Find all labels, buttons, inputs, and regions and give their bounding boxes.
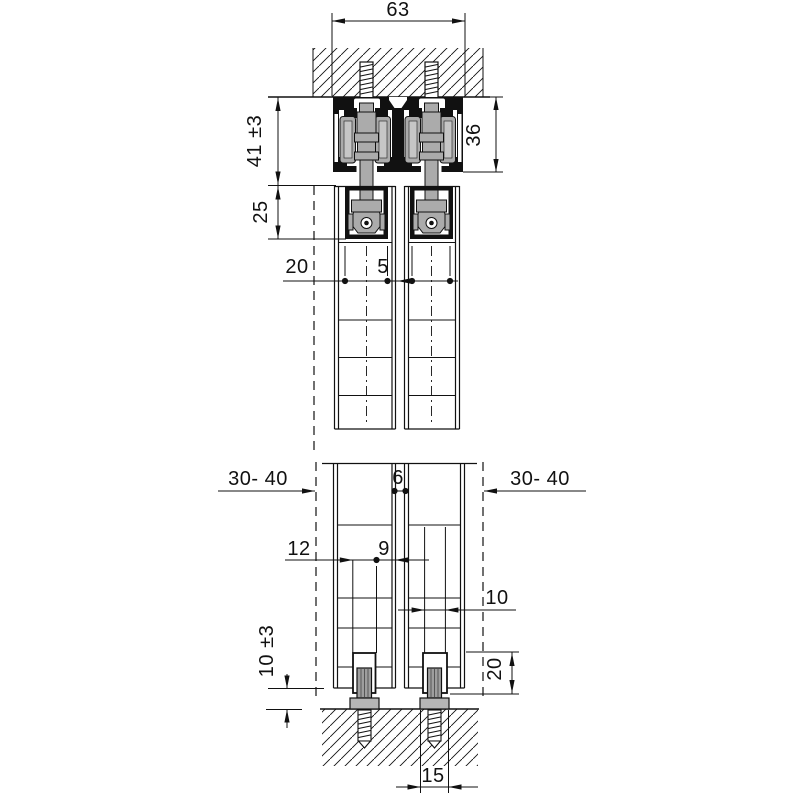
roller-carriage-left <box>340 103 391 200</box>
dim-label-floor-clearance: 10 ±3 <box>256 624 278 678</box>
ceiling-hatch <box>313 48 483 97</box>
hanger-housing-right <box>410 186 453 239</box>
ceiling-screw-right <box>425 62 438 98</box>
dim-label-track-width: 63 <box>386 0 410 21</box>
dim-groove-width <box>398 587 516 613</box>
dim-label-hanger-recess: 25 <box>250 200 272 224</box>
floor-screw-right <box>428 710 441 748</box>
floor-screw-left <box>358 710 371 748</box>
floor-guide-left <box>350 653 379 709</box>
dim-track-height <box>463 97 503 172</box>
dim-label-hanger-width: 20 <box>285 256 309 278</box>
dim-suspension-height <box>244 97 346 239</box>
dim-side-clearance-left <box>218 468 315 494</box>
dim-label-guide-height: 20 <box>484 657 506 681</box>
dim-label-side-clearance-right: 30- 40 <box>510 468 570 490</box>
roller-carriage-right <box>405 103 456 200</box>
dim-label-groove-width: 10 <box>485 587 509 609</box>
dim-label-side-clearance-left: 30- 40 <box>228 468 288 490</box>
dim-label-guide-base-width: 15 <box>421 765 445 787</box>
dim-floor-clearance <box>256 625 324 728</box>
floor-guide-right <box>420 653 449 709</box>
dim-label-groove-to-axis: 12 <box>287 538 311 560</box>
dim-label-suspension-height: 41 ±3 <box>244 114 266 168</box>
hanger-housing-left <box>345 186 388 239</box>
dim-label-hanger-edge-gap: 5 <box>377 256 389 278</box>
dim-label-panel-gap: 6 <box>392 467 404 489</box>
dim-panel-gap <box>391 467 408 494</box>
door-panel-lower-left <box>322 464 477 689</box>
dim-label-axis-to-edge: 9 <box>378 538 390 560</box>
floor-hatch <box>322 709 478 766</box>
ceiling-screw-left <box>360 62 373 98</box>
dim-side-clearance-right <box>484 468 586 494</box>
dim-groove-position <box>285 538 429 563</box>
dim-label-track-height: 36 <box>463 123 485 147</box>
